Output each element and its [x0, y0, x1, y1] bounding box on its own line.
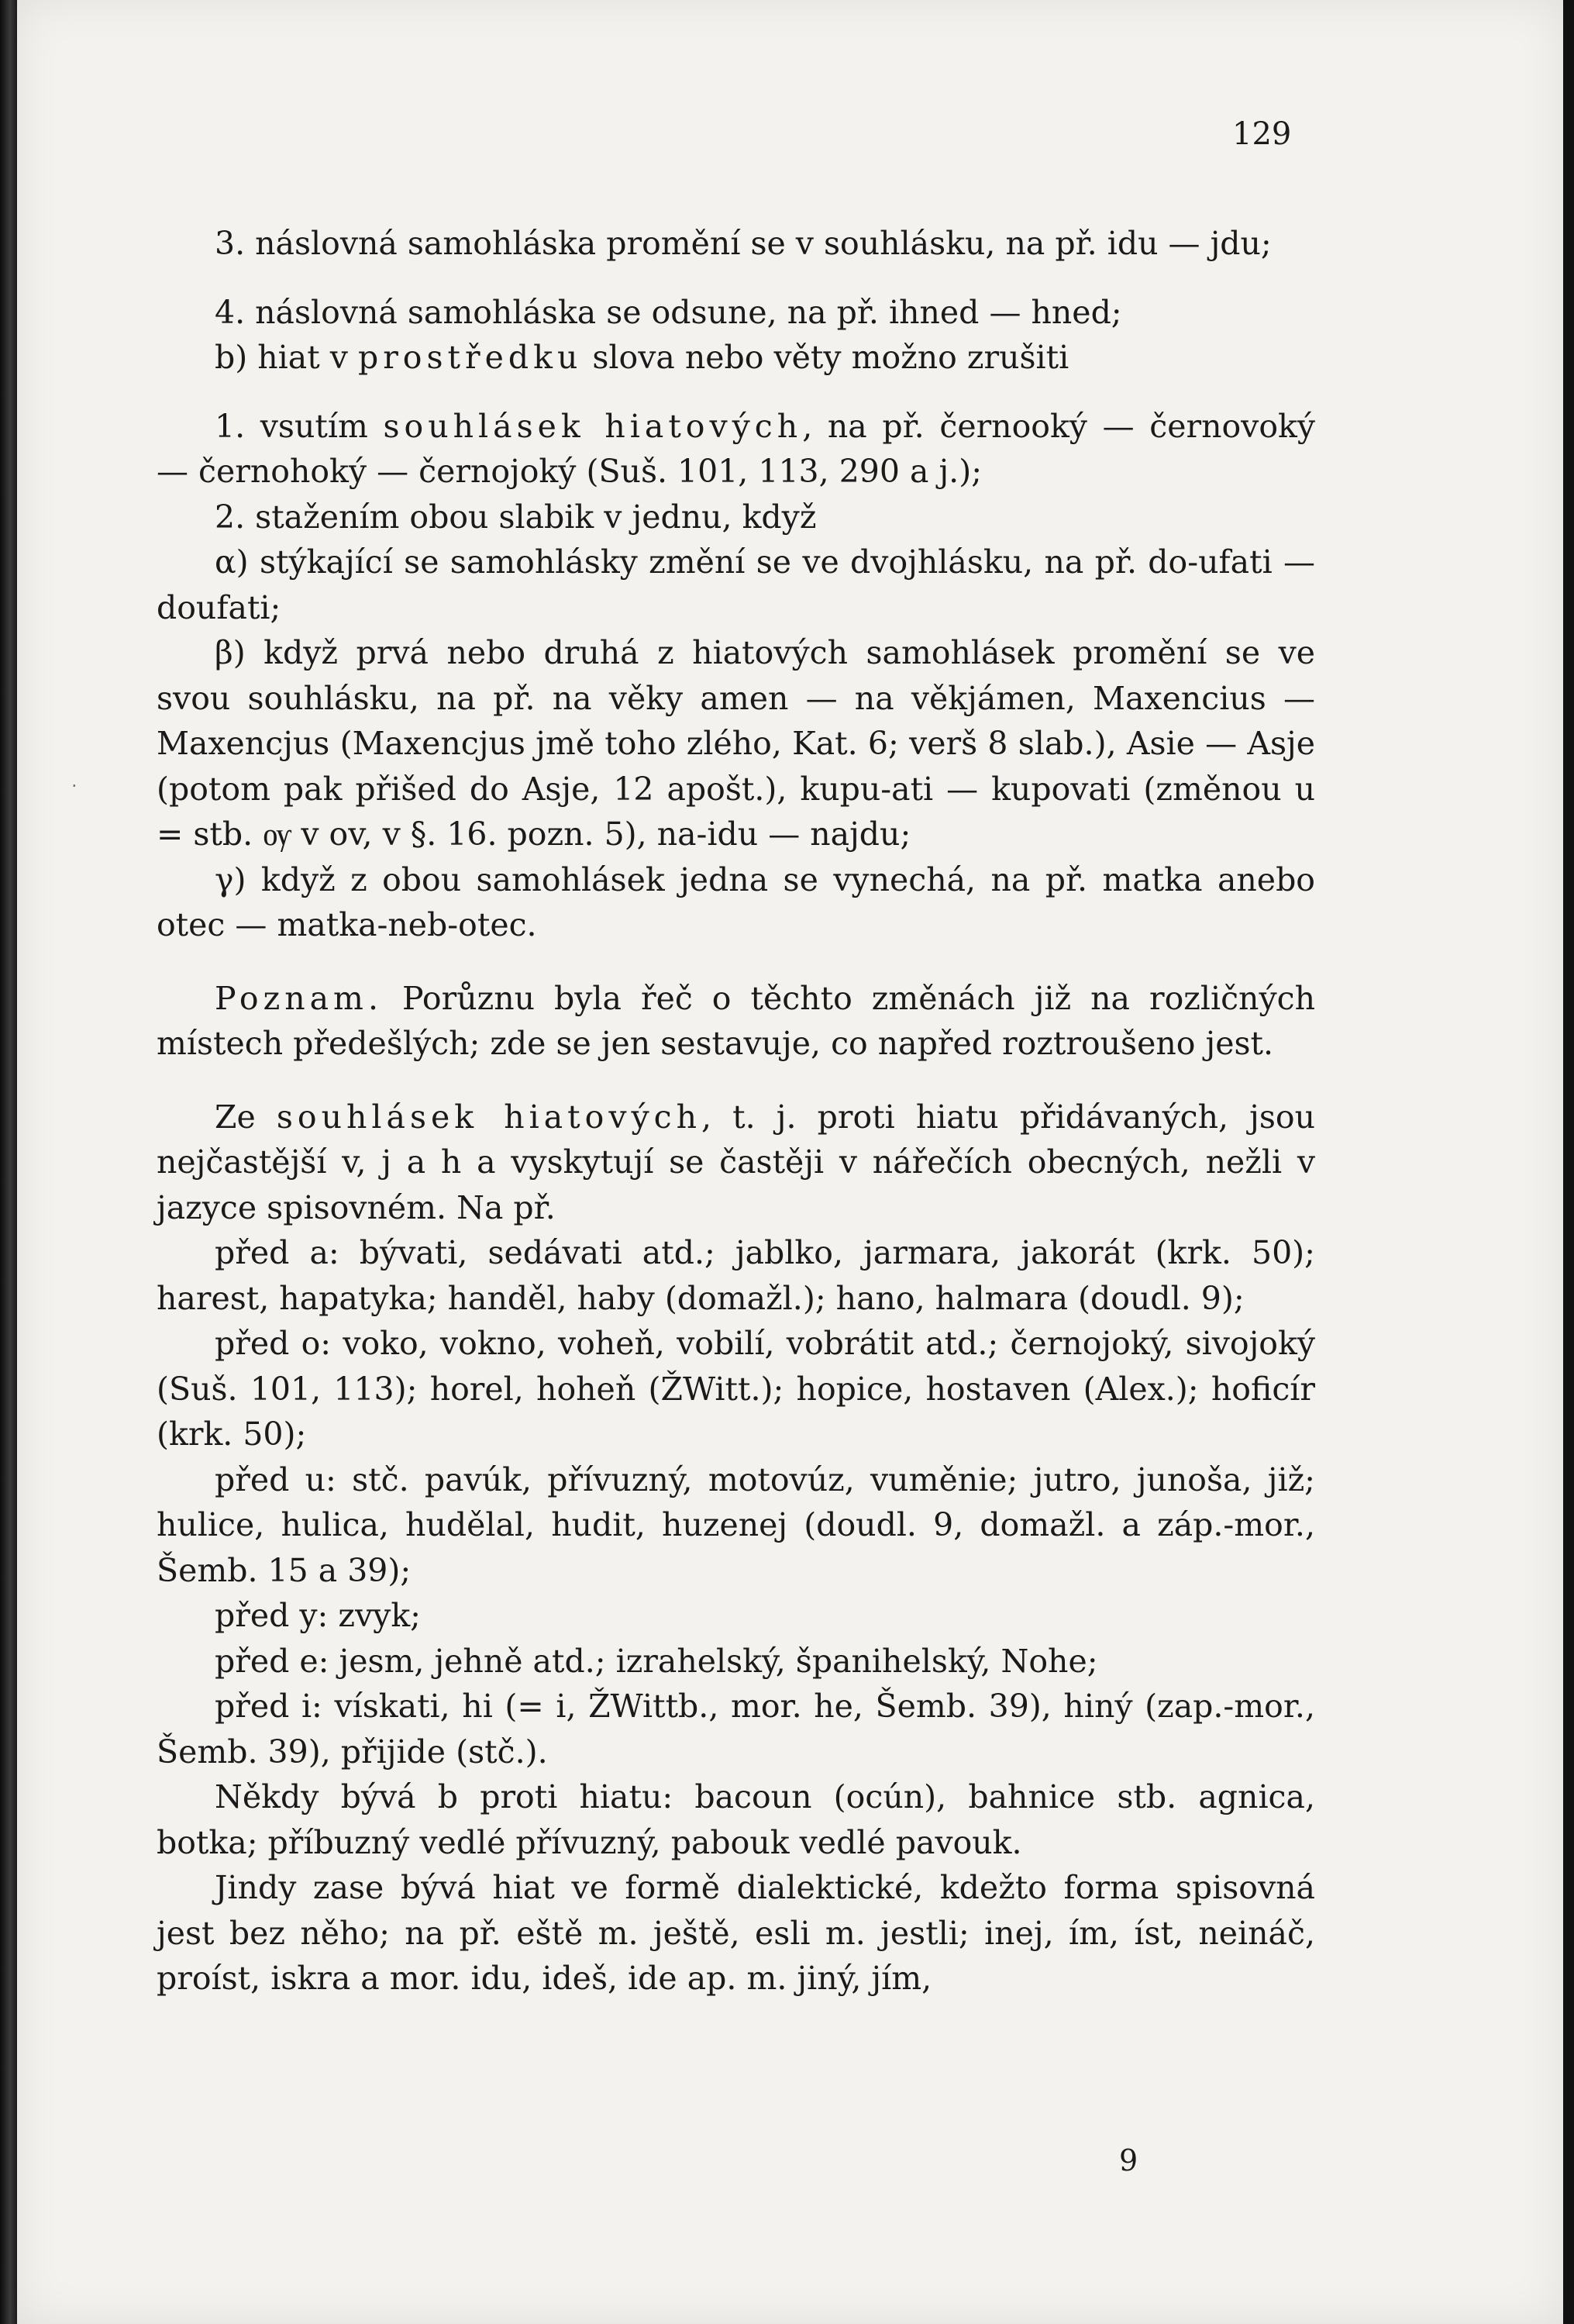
paragraph-b: [157, 335, 1315, 381]
text-run: , na př. černooký — černovoký — černohoký — černojoký (Suš. 101, 113, 290 a j.);: [157, 407, 1316, 490]
paragraph-dialect: Jindy zase bývá hiat ve formě dialektické, kdežto forma spisovná jest bez něho; na př. eště m. ještě, esli m. jestli; inej, ím, íst, neináč, proíst, iskra a mor. idu, ideš, ide ap. m. jiný, jím,: [157, 1869, 1315, 1997]
text-run: , t. j. proti hiatu přidávaných, jsou nejčastější v, j a h a vyskytují se častěji v nářečích obecných, nežli v jazyce spisovném. Na př.: [157, 1098, 1315, 1226]
spaced-term: prostředku: [357, 339, 583, 376]
text-run: 1. vsutím: [215, 407, 384, 445]
paragraph-before-e: před e: jesm, jehně atd.; izrahelský, španihelský, Nohe;: [215, 1642, 1098, 1680]
spaced-term: souhlásek hiatových: [276, 1098, 702, 1136]
book-page: [17, 0, 1563, 2324]
paragraph-before-a: před a: bývati, sedávati atd.; jablko, jarmara, jakorát (krk. 50); harest, hapatyka; handěl, haby (domažl.); hano, halmara (doudl. 9);: [157, 1234, 1315, 1317]
signature-mark: 9: [1119, 2143, 1138, 2177]
page-number: 129: [1232, 116, 1292, 152]
paragraph-rule-4: 4. náslovná samohláska se odsune, na př. ihned — hned;: [215, 293, 1122, 331]
text-run: b) hiat v: [215, 339, 358, 376]
paragraph-b-hiatus: Někdy bývá b proti hiatu: bacoun (ocún), bahnice stb. agnica, botka; příbuzný vedlé přívuzný, pabouk vedlé pavouk.: [157, 1778, 1315, 1861]
text-run: Porůznu byla řeč o těchto změnách již na rozličných místech předešlých; zde se jen sestavuje, co napřed roztroušeno jest.: [157, 979, 1315, 1062]
paragraph-before-i: před i: vískati, hi (= i, ŽWittb., mor. he, Šemb. 39), hiný (zap.-mor., Šemb. 39), přijide (stč.).: [157, 1688, 1315, 1771]
paragraph-alpha: α) stýkající se samohlásky změní se ve dvojhlásku, na př. do-ufati — doufati;: [157, 543, 1315, 626]
paragraph-note: [157, 976, 1315, 1067]
page-edge-shadow: [1563, 0, 1574, 2324]
paragraph-rule-2: 2. stažením obou slabik v jednu, když: [215, 498, 817, 536]
book-spine-shadow: [0, 0, 17, 2324]
paragraph-before-y: před y: zvyk;: [215, 1597, 421, 1634]
paragraph-rule-1: [157, 404, 1315, 495]
paragraph-intro: [157, 1095, 1315, 1231]
text-run: slova nebo věty možno zrušiti: [582, 339, 1069, 376]
paragraph-gamma: γ) když z obou samohlásek jedna se vynechá, na př. matka anebo otec — matka-neb-otec.: [157, 860, 1315, 943]
paragraph-before-o: před o: voko, vokno, voheň, vobilí, vobrátit atd.; černojoký, sivojoký (Suš. 101, 113); horel, hoheň (ŽWitt.); hopice, hostaven (Alex.); hoficír (krk. 50);: [157, 1325, 1315, 1453]
spaced-term: souhlásek hiatových: [383, 407, 803, 445]
text-run: Ze: [215, 1098, 277, 1136]
paragraph-beta: β) když prvá nebo druhá z hiatových samohlásek promění se ve svou souhlásku, na př. na věky amen — na věkjámen, Maxencius — Maxencjus (Maxencjus jmě toho zlého, Kat. 6; verš 8 slab.), Asie — Asje (potom pak přišed do Asje, 12 apošt.), kupu-ati — kupovati (změnou u = stb. ѹ v ov, v §. 16. pozn. 5), na-idu — najdu;: [157, 634, 1315, 853]
stray-mark: ·: [71, 775, 77, 797]
paragraph-before-u: před u: stč. pavúk, přívuzný, motovúz, vuměnie; jutro, junoša, již; hulice, hulica, hudělal, hudit, huzenej (doudl. 9, domažl. a záp.-mor., Šemb. 15 a 39);: [157, 1460, 1315, 1589]
paragraph-rule-3: 3. náslovná samohláska promění se v souhlásku, na př. idu — jdu;: [215, 225, 1272, 262]
note-label: Poznam.: [215, 979, 383, 1017]
page-body: [157, 112, 1315, 2002]
